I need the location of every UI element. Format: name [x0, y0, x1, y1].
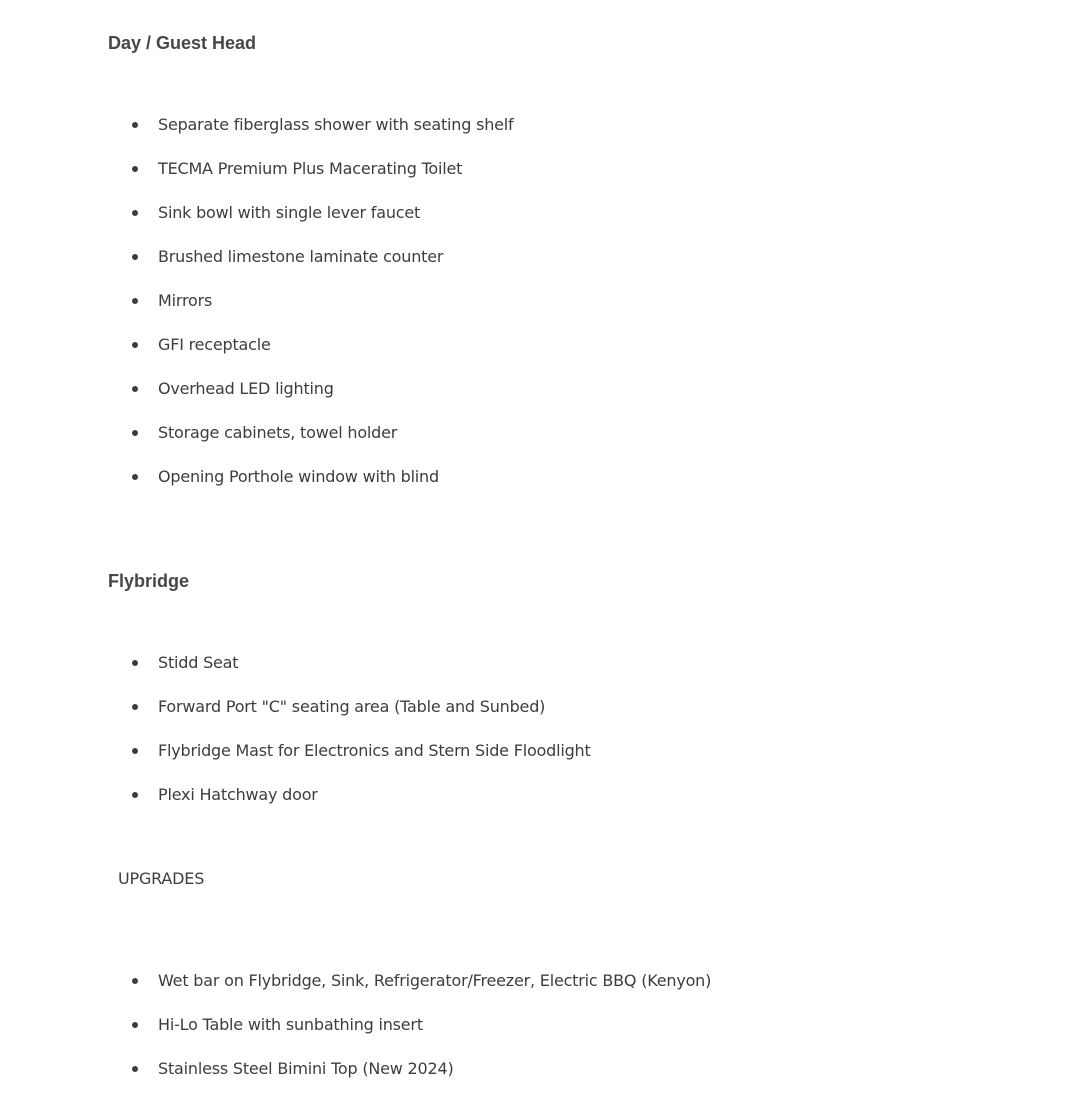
bullet-icon	[132, 298, 138, 304]
bullet-icon	[132, 122, 138, 128]
bullet-icon	[132, 748, 138, 754]
bullet-icon	[132, 210, 138, 216]
bullet-icon	[132, 1066, 138, 1072]
section-heading-day-guest-head: Day / Guest Head	[108, 33, 257, 53]
bullet-icon	[132, 792, 138, 798]
bullet-icon	[132, 978, 138, 984]
bullet-icon	[132, 660, 138, 666]
bullet-icon	[132, 430, 138, 436]
bullet-icon	[132, 386, 138, 392]
upgrades-label: UPGRADES	[118, 869, 205, 888]
bullet-icon	[132, 704, 138, 710]
section-heading-flybridge: Flybridge	[108, 571, 190, 591]
bullet-icon	[132, 342, 138, 348]
bullet-icon	[132, 254, 138, 260]
bullet-icon	[132, 166, 138, 172]
bullet-icon	[132, 1022, 138, 1028]
bullet-icon	[132, 474, 138, 480]
